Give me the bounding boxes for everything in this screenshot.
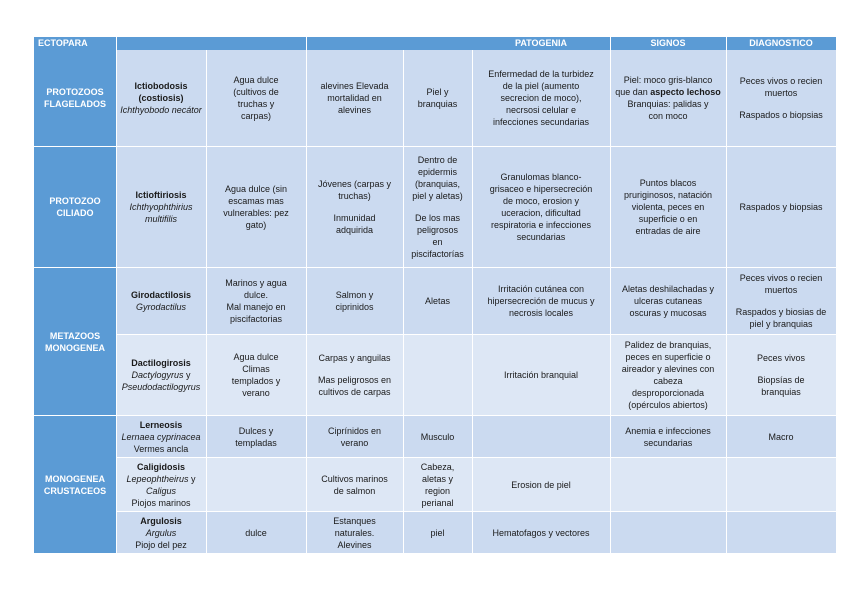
localizacion-line: region — [424, 485, 451, 496]
localizacion-line: aletas y — [421, 473, 454, 484]
habitat-line: gato) — [245, 220, 267, 230]
group-label-line: METAZOOS — [49, 330, 101, 341]
patogenia-line: Enfermedad de la turbidez — [488, 69, 594, 79]
header-col4 — [306, 37, 403, 50]
afectados-line: verano — [340, 437, 369, 448]
header-col5 — [403, 37, 472, 50]
signos-line: pruriginosos, natación — [623, 190, 713, 200]
afectados-line: alevines — [337, 105, 372, 115]
row5-afectados — [306, 416, 403, 457]
header-signos: SIGNOS — [610, 37, 726, 50]
row5-habitat — [206, 416, 306, 457]
scientific-name: Pseudodactilogyrus — [121, 382, 201, 392]
row2-patogenia — [472, 147, 610, 267]
diag-line: Macro — [768, 431, 794, 442]
grid-line — [116, 334, 836, 335]
signos-line: Aletas deshilachadas y — [621, 284, 715, 294]
afectados-line: adquirida — [335, 225, 374, 235]
group-label-line: MONOGENEA — [44, 342, 105, 353]
group-label-line: PROTOZOOS — [46, 87, 104, 97]
disease-name: Girodactilosis — [130, 290, 192, 300]
patogenia-line: de moco, erosion y — [502, 196, 580, 206]
row2-diagnostico — [726, 147, 836, 267]
grid-line — [403, 50, 404, 553]
disease-alt-name: (costiosis) — [138, 93, 184, 103]
row4-localizacion — [403, 335, 472, 415]
row4-patogenia — [472, 335, 610, 415]
grid-line — [116, 457, 836, 458]
afectados-line: truchas) — [338, 191, 371, 201]
localizacion-line: Cabeza, — [420, 461, 455, 472]
row3-patogenia — [472, 268, 610, 334]
header-col3 — [206, 37, 306, 50]
common-name: Vermes ancla — [133, 443, 189, 454]
row2-afectados — [306, 147, 403, 267]
patogenia-line: hipersecreción de mucus y — [487, 296, 595, 306]
row6-localizacion — [403, 458, 472, 511]
signos-line: Anemia e infecciones — [625, 425, 711, 436]
row2-name — [116, 147, 206, 267]
row3-diagnostico — [726, 268, 836, 334]
row2-habitat — [206, 147, 306, 267]
diag-line: Peces vivos o recien — [739, 273, 823, 283]
scientific-name: Caligus — [145, 485, 176, 496]
group-protozoos-flagelados — [34, 50, 116, 146]
signos-line: Puntos blacos — [639, 178, 697, 188]
signos-line: entradas de aire — [635, 226, 701, 236]
patogenia-line: grisaceo e hipersecreción — [489, 184, 593, 194]
patogenia-line: necrosis locales — [508, 308, 574, 318]
row6-patogenia — [472, 458, 610, 511]
signos-bold: aspecto lechoso — [650, 87, 721, 97]
localizacion-line: piel y aletas) — [412, 191, 463, 201]
row3-signos — [610, 268, 726, 334]
habitat-line: carpas) — [240, 111, 271, 121]
row4-afectados — [306, 335, 403, 415]
habitat-line: Agua dulce (sin — [224, 184, 288, 194]
group-label-line: CRUSTACEOS — [43, 485, 107, 496]
afectados-line: Estanques — [333, 515, 376, 526]
row3-habitat — [206, 268, 306, 334]
row5-diagnostico — [726, 416, 836, 457]
afectados-line: Cultivos marinos — [321, 473, 388, 484]
row2-signos — [610, 147, 726, 267]
habitat-line: escamas mas — [228, 196, 284, 206]
disease-name: Caligidosis — [136, 461, 185, 472]
localizacion-line: Dentro de — [417, 155, 458, 165]
localizacion-line: Aletas — [424, 296, 450, 306]
signos-line: aireador y alevines con — [621, 364, 715, 374]
signos-line: desproporcionada — [631, 388, 705, 398]
grid-line — [206, 50, 207, 553]
diag-line: muertos — [764, 285, 798, 295]
habitat-line: templados y — [231, 376, 281, 386]
row4-diagnostico — [726, 335, 836, 415]
patogenia-line: necrsosi celular e — [505, 105, 577, 115]
row7-habitat — [206, 512, 306, 553]
row7-diagnostico — [726, 512, 836, 553]
signos-line: secundarias — [643, 437, 693, 448]
signos-line: (opérculos abiertos) — [628, 400, 708, 410]
row4-habitat — [206, 335, 306, 415]
row1-localizacion — [403, 50, 472, 146]
signos-line: oscuras y mucosas — [629, 308, 707, 318]
diag-line: muertos — [764, 88, 798, 98]
row6-signos — [610, 458, 726, 511]
scientific-name: Dactylogyrus — [131, 370, 184, 380]
patogenia-line: infecciones secundarias — [492, 117, 590, 127]
patogenia-line: Erosion de piel — [511, 479, 571, 490]
afectados-line: mortalidad en — [327, 93, 382, 103]
habitat-line: Agua dulce — [233, 352, 279, 362]
row4-name — [116, 335, 206, 415]
localizacion-line: Piel y — [426, 87, 449, 97]
table-header — [34, 37, 836, 50]
localizacion-line: perianal — [421, 497, 454, 508]
header-col2 — [116, 37, 206, 50]
patogenia-line: Irritación cutánea con — [497, 284, 585, 294]
group-protozoo-ciliado — [34, 147, 116, 267]
scientific-name: Argulus — [145, 527, 177, 538]
scientific-name: Gyrodactilus — [135, 302, 187, 312]
disease-name: Ictiobodosis — [134, 81, 188, 91]
scientific-name: multifilis — [144, 214, 177, 224]
grid-line — [610, 37, 611, 553]
row4-signos — [610, 335, 726, 415]
grid-line — [306, 37, 307, 553]
scientific-name: Lepeophtheirus — [126, 473, 189, 484]
scientific-name: Lernaea cyprinacea — [121, 431, 201, 442]
localizacion-line: Musculo — [420, 431, 455, 442]
habitat-line: vulnerables: pez — [223, 208, 289, 218]
signos-line: Branquias: palidas y — [627, 99, 709, 109]
row7-patogenia — [472, 512, 610, 553]
diag-line: Raspados o biopsias — [739, 110, 823, 120]
scientific-name-line — [126, 473, 195, 485]
habitat-line: piscifactorias — [229, 314, 283, 324]
afectados-line: ciprinidos — [335, 302, 374, 312]
row1-habitat — [206, 50, 306, 146]
localizacion-line: piel — [430, 527, 445, 538]
row5-name — [116, 416, 206, 457]
row3-localizacion — [403, 268, 472, 334]
row3-afectados — [306, 268, 403, 334]
group-label-line: PROTOZOO — [49, 196, 101, 206]
conjunction: y — [183, 370, 191, 380]
afectados-line: cultivos de carpas — [318, 387, 391, 397]
signos-line — [615, 86, 721, 98]
localizacion-line: epidermis — [417, 167, 457, 177]
patogenia-line: uceracion, dificultad — [501, 208, 581, 218]
localizacion-line: (branquias, — [414, 179, 461, 189]
localizacion-line: peligrosos — [416, 225, 459, 235]
diag-line: piel y branquias — [749, 319, 813, 329]
signos-line: peces en superficie o — [625, 352, 711, 362]
grid-line — [116, 511, 836, 512]
signos-line: violenta, peces en — [631, 202, 705, 212]
signos-line: Palidez de branquias, — [624, 340, 712, 350]
afectados-line: Carpas y anguilas — [318, 353, 391, 363]
signos-line: con moco — [648, 111, 688, 121]
patogenia-line: secrecion de moco), — [500, 93, 582, 103]
habitat-line: Mal manejo en — [226, 302, 286, 312]
habitat-line: Marinos y agua — [225, 278, 287, 288]
common-name: Piojo del pez — [135, 539, 187, 550]
diag-line: branquias — [761, 387, 801, 397]
afectados-line: alevines Elevada — [320, 81, 389, 91]
disease-name: Lerneosis — [139, 419, 183, 430]
group-label-line: CILIADO — [56, 208, 94, 218]
habitat-line: templadas — [235, 437, 277, 448]
habitat-line: Dulces y — [238, 425, 274, 436]
row2-localizacion — [403, 147, 472, 267]
row1-signos — [610, 50, 726, 146]
grid-line — [34, 267, 836, 268]
row6-name — [116, 458, 206, 511]
row5-signos — [610, 416, 726, 457]
localizacion-line: De los mas — [414, 213, 460, 223]
header-ectopara: ECTOPARA — [34, 37, 116, 50]
habitat-line: dulce. — [243, 290, 269, 300]
header-diagnostico: DIAGNOSTICO — [726, 37, 836, 50]
grid-line — [726, 37, 727, 553]
row6-afectados — [306, 458, 403, 511]
row1-name — [116, 50, 206, 146]
patogenia-line: Hematofagos y vectores — [492, 527, 590, 538]
row1-afectados — [306, 50, 403, 146]
disease-name: Argulosis — [140, 515, 182, 526]
group-monogenea-crustaceos — [34, 416, 116, 553]
afectados-line: de salmon — [333, 485, 376, 496]
grid-line — [34, 415, 836, 416]
afectados-line: Ciprínidos en — [327, 425, 382, 436]
patogenia-line: secundarias — [516, 232, 566, 242]
scientific-name: Ichthyophthirius — [129, 202, 193, 212]
group-label-line: FLAGELADOS — [44, 99, 106, 109]
common-name: Piojos marinos — [131, 497, 191, 508]
afectados-line: Jóvenes (carpas y — [317, 179, 392, 189]
diag-line: Biopsías de — [757, 375, 805, 385]
patogenia-line: de la piel (aumento — [502, 81, 580, 91]
grid-line — [116, 37, 117, 553]
habitat-line: dulce — [245, 527, 267, 538]
row7-afectados — [306, 512, 403, 553]
afectados-line: Salmon y — [335, 290, 374, 300]
group-metazoos-monogenea — [34, 268, 116, 415]
diag-line: Raspados y biosias de — [735, 307, 827, 317]
disease-name: Dactilogirosis — [131, 358, 191, 368]
patogenia-line: Irritación branquial — [503, 370, 579, 380]
afectados-line: Inmunidad — [333, 213, 376, 223]
signos-line: superficie o en — [638, 214, 698, 224]
grid-line — [34, 146, 836, 147]
row7-name — [116, 512, 206, 553]
signos-line: ulceras cutaneas — [633, 296, 703, 306]
row1-diagnostico — [726, 50, 836, 146]
habitat-line: Climas — [242, 364, 270, 374]
patogenia-line: Granulomas blanco- — [500, 172, 582, 182]
scientific-name-line — [131, 369, 190, 381]
afectados-line: Mas peligrosos en — [317, 375, 392, 385]
row3-name — [116, 268, 206, 334]
habitat-line: truchas y — [237, 99, 275, 109]
diag-line: Raspados y biopsias — [739, 202, 823, 212]
localizacion-line: piscifactorías — [411, 249, 464, 259]
header-patogenia: PATOGENIA — [472, 37, 610, 50]
habitat-line: (cultivos de — [233, 87, 279, 97]
row6-habitat — [206, 458, 306, 511]
row5-patogenia — [472, 416, 610, 457]
group-label-line: MONOGENEA — [44, 473, 105, 484]
habitat-line: Agua dulce — [233, 75, 279, 85]
diag-line: Peces vivos o recien — [739, 76, 823, 86]
signos-line: cabeza — [653, 376, 683, 386]
afectados-line: naturales. — [334, 527, 375, 538]
localizacion-line: branquias — [417, 99, 458, 109]
scientific-name: Ichthyobodo necátor — [120, 105, 202, 115]
row7-signos — [610, 512, 726, 553]
patogenia-line: respiratoria e infecciones — [490, 220, 592, 230]
localizacion-line: en — [432, 237, 443, 247]
signos-line: Piel: moco gris-blanco — [623, 75, 713, 85]
disease-name: Ictioftiriosis — [135, 190, 187, 200]
grid-line — [472, 50, 473, 553]
conjunction: y — [188, 473, 196, 484]
row1-patogenia — [472, 50, 610, 146]
row6-diagnostico — [726, 458, 836, 511]
row5-localizacion — [403, 416, 472, 457]
diag-line: Peces vivos — [756, 353, 806, 363]
habitat-line: verano — [242, 388, 270, 398]
signos-text: que dan — [615, 87, 648, 97]
afectados-line: Alevines — [337, 539, 372, 550]
row7-localizacion — [403, 512, 472, 553]
